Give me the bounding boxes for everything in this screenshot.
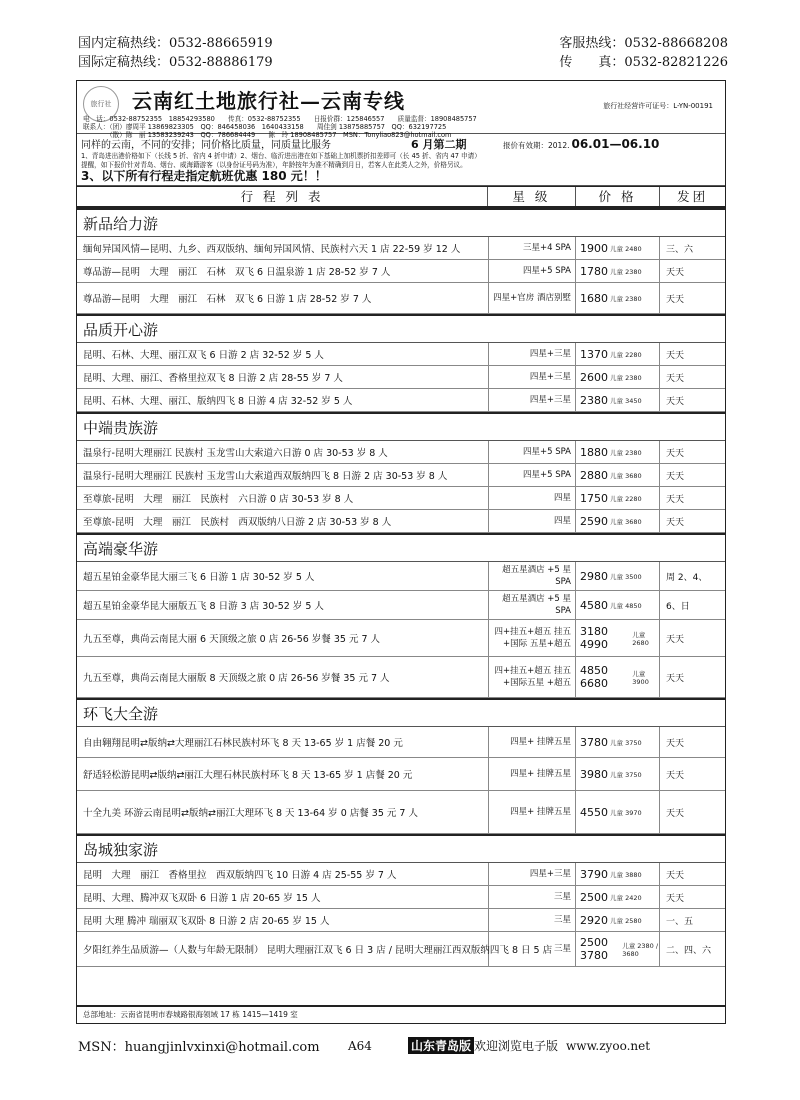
tour-price [576,591,660,619]
tour-star-text: 四星+三星 [529,869,571,879]
child-price: 儿童 3970 [610,808,642,817]
tour-name-text: 缅甸异国风情—昆明、九乡、西双版纳、缅甸异国风情、民族村六天 1 店 22-59 岁 12 人 [83,244,461,255]
tour-star [489,863,576,885]
edition-promo: 欢迎浏览电子版 [474,1039,559,1053]
tour-name-text: 昆明 大理 腾冲 瑞丽双飞双卧 8 日游 2 店 20-65 岁 15 人 [83,916,330,927]
tour-price [576,283,660,313]
header-price: 价 格 [576,187,661,206]
tour-row [77,620,725,657]
tour-depart [660,562,725,590]
msn-contact: MSN：huangjinlvxinxi@hotmail.com [78,1040,320,1055]
child-price: 儿童 3750 [610,770,642,779]
section-title: 岛城独家游 [77,834,725,863]
tour-price-text: 2500 [580,890,608,904]
tour-price-text: 2920 [580,913,608,927]
tour-price [576,487,660,509]
tour-star [489,487,576,509]
contact-block [83,115,721,139]
tour-price [576,464,660,486]
tour-star [489,464,576,486]
header-star: 星 级 [488,187,576,206]
tour-depart-text: 天天 [666,517,685,528]
child-price: 儿童 2280 [610,494,642,503]
tour-star-text: 三星+4 SPA [522,243,571,253]
tour-depart [660,909,725,931]
child-price: 儿童 2380 / 3680 [622,941,659,958]
tour-price [576,620,660,656]
tour-star-text: 四星+ 挂牌五星 [510,737,571,747]
tour-star-text: 三星 [553,915,571,925]
tour-price-text: 1900 [580,241,608,255]
tour-star-text: 四星 [553,516,571,526]
tour-star-text: 四星+ 挂牌五星 [510,769,571,779]
tour-star [489,591,576,619]
tour-name [77,441,489,463]
tour-price [576,791,660,833]
tour-name-text: 十全九美 环游云南昆明⇄版纳⇄丽江大理环飞 8 天 13-64 岁 0 店餐 35 元 7 人 [83,808,418,819]
child-price: 儿童 2280 [610,350,642,359]
tour-star-text: 四星+5 SPA [522,470,571,480]
child-price: 儿童 2380 [610,373,642,382]
tour-name [77,366,489,388]
tour-price-text: 2980 [580,569,608,583]
section-title: 品质开心游 [77,314,725,343]
table-header [77,187,725,208]
tour-depart [660,487,725,509]
tour-depart-text: 天天 [666,673,685,684]
tour-star [489,389,576,411]
tour-star-text: 四星+5 SPA [522,447,571,457]
tour-name [77,283,489,313]
tour-depart-text: 天天 [666,738,685,749]
child-price: 儿童 2680 [632,630,649,647]
child-price: 儿童 2380 [610,267,642,276]
tour-depart-text: 二、四、六 [666,945,712,956]
tour-price-text: 3790 [580,867,608,881]
tour-name [77,909,489,931]
tour-row [77,758,725,791]
tour-name-text: 至尊旅-昆明 大理 丽江 民族村 六日游 0 店 30-53 岁 8 人 [83,494,354,505]
tour-depart-text: 天天 [666,267,685,278]
tour-row [77,441,725,464]
tour-star-text: 三星 [553,892,571,902]
agency-name: 云南红土地旅行社—云南专线 [132,89,405,113]
child-price: 儿童 2380 [610,448,642,457]
tour-name-text: 尊品游—昆明 大理 丽江 石林 双飞 6 日温泉游 1 店 28-52 岁 7 人 [83,267,391,278]
valid-label: 报价有效期：2012. [503,141,570,150]
license-number: 旅行社经营许可证号：L-YN-00191 [603,102,713,110]
tour-price-text: 2880 [580,468,608,482]
info-block [77,134,725,186]
tour-name [77,886,489,908]
tour-depart [660,366,725,388]
tour-price-text: 2500 3780 [580,936,608,962]
contact-line: 联系人：（团）廖周平 13869823305 QQ：846458036 1640433158 周佳剑 13875885757 QQ：632197725 [83,123,447,131]
tour-name [77,562,489,590]
tour-depart-text: 周 2、4、 [666,572,708,583]
tour-price [576,366,660,388]
tour-price [576,237,660,259]
tour-row [77,727,725,758]
hotlines-block [78,34,728,72]
international-hotline: 国际定稿热线：0532-88886179 [78,55,273,70]
tour-row [77,510,725,533]
website-link[interactable]: www.zyoo.net [566,1038,651,1053]
tour-star-text: 四星+三星 [529,349,571,359]
tour-star-text: 四星 [553,493,571,503]
tour-name-text: 九五至尊，典尚云南昆大丽版 8 天顶级之旅 0 店 26-56 岁餐 35 元 7 人 [83,673,390,684]
tour-depart-text: 天天 [666,634,685,645]
header-depart: 发团 [677,189,709,204]
tour-depart [660,727,725,757]
tour-star [489,886,576,908]
section-title: 环飞大全游 [77,698,725,727]
tour-depart-text: 三、六 [666,244,694,255]
tour-depart-text: 天天 [666,471,685,482]
section-title: 高端豪华游 [77,533,725,562]
tour-price [576,343,660,365]
tour-star-text: 四+挂五+超五 挂五+国际 五星+超五 [494,627,571,649]
section-title: 新品给力游 [77,208,725,237]
child-price: 儿童 3450 [610,396,642,405]
tour-depart-text: 天天 [666,448,685,459]
tour-name-text: 昆明、大理、丽江、香格里拉双飞 8 日游 2 店 28-55 岁 7 人 [83,373,343,384]
tour-price-text: 1780 [580,264,608,278]
tour-name-text: 舒适轻松游昆明⇄版纳⇄丽江大理石林民族村环飞 8 天 13-65 岁 1 店餐 20 元 [83,770,413,781]
child-price: 儿童 2480 [610,244,642,253]
tour-depart [660,283,725,313]
tour-depart [660,389,725,411]
tour-price [576,758,660,790]
tour-price-text: 4850 6680 [580,664,608,690]
tour-price-text: 1680 [580,291,608,305]
tour-name [77,863,489,885]
tour-name [77,791,489,833]
tour-row [77,562,725,591]
tour-name-text: 尊品游—昆明 大理 丽江 石林 双飞 6 日游 1 店 28-52 岁 7 人 [83,294,372,305]
page-number: A64 [348,1038,372,1053]
tour-price [576,441,660,463]
tour-depart [660,620,725,656]
tour-depart-text: 6、日 [666,601,690,612]
footer-address: 总部地址：云南省昆明市春城路银海领域 17 栋 1415—1419 室 [77,1005,725,1023]
tour-row [77,932,725,967]
tour-row [77,487,725,510]
tour-name-text: 九五至尊，典尚云南昆大丽 6 天顶级之旅 0 店 26-56 岁餐 35 元 7 人 [83,634,381,645]
tour-name [77,237,489,259]
tour-row [77,863,725,886]
tour-name-text: 超五星铂金豪华昆大丽版五飞 8 日游 3 店 30-52 岁 5 人 [83,601,324,612]
tour-depart-text: 天天 [666,870,685,881]
tour-depart [660,441,725,463]
tour-price [576,510,660,532]
bottom-bar [78,1036,728,1055]
tour-depart [660,591,725,619]
child-price: 儿童 4850 [610,601,642,610]
tour-star [489,283,576,313]
tour-price-text: 1750 [580,491,608,505]
tour-price [576,562,660,590]
child-price: 儿童 2580 [610,916,642,925]
tour-star [489,909,576,931]
tour-price-text: 3780 [580,735,608,749]
tour-star-text: 四星+三星 [529,395,571,405]
tour-row [77,591,725,620]
tour-name-text: 夕阳红养生品质游—（人数与年龄无限制） 昆明大理丽江双飞 6 日 3 店 / 昆明大理丽江西双版纳四飞 8 日 5 店 [83,945,553,956]
child-price: 儿童 3880 [610,870,642,879]
tour-star [489,510,576,532]
tour-depart [660,510,725,532]
tour-star-text: 四星+官房 酒店别墅 [493,293,571,303]
price-sheet [76,80,726,1024]
tour-name [77,657,489,697]
tour-row [77,283,725,314]
tour-name [77,758,489,790]
note-line: 1、青岛进出港价格如下（长线 5 折、省内 4 折申请）2、烟台、临沂进出港在如下基础上加机票折扣差即可（长 45 折、省内 47 申请） [81,152,481,160]
tour-name [77,389,489,411]
tour-price [576,886,660,908]
contact-line: （散）陈 丽 13583239243 QQ：786684449 陈 玲 18908485757 MSN：Tonyliao823@hotmail.com [83,131,452,139]
tour-row [77,886,725,909]
tour-name [77,464,489,486]
tour-star-text: 四星+5 SPA [522,266,571,276]
tour-star [489,260,576,282]
tour-price [576,909,660,931]
tour-row [77,343,725,366]
tour-name-text: 超五星铂金豪华昆大丽三飞 6 日游 1 店 30-52 岁 5 人 [83,572,315,583]
tour-price-text: 3180 4990 [580,625,608,651]
issue-label: 6 月第二期 [411,138,467,151]
tour-row [77,909,725,932]
tour-name-text: 温泉行-昆明大理丽江 民族村 玉龙雪山大索道六日游 0 店 30-53 岁 8 人 [83,448,388,459]
tour-star-text: 四星+ 挂牌五星 [510,807,571,817]
tour-star-text: 三星 [553,944,571,954]
slogan: 同样的云南，不同的安排；同价格比质量，同质量比服务 [81,140,331,151]
tour-name [77,343,489,365]
tour-row [77,464,725,487]
tour-name [77,487,489,509]
tour-price [576,932,660,966]
tour-star-text: 四星+三星 [529,372,571,382]
tour-star [489,620,576,656]
tour-name-text: 昆明 大理 丽江 香格里拉 西双版纳四飞 10 日游 4 店 25-55 岁 7 人 [83,870,397,881]
tour-star [489,237,576,259]
tour-name-text: 昆明、石林、大理、丽江双飞 6 日游 2 店 32-52 岁 5 人 [83,350,324,361]
tour-price-text: 2380 [580,393,608,407]
tour-depart [660,260,725,282]
note-line: 提醒，如下报价针对青岛、烟台、威海籍游客（以身份证号码为准），年龄按年为准不精确到月日，若客人在此类人之外，价格另议。 [81,161,467,169]
tour-depart-text: 天天 [666,373,685,384]
tour-price [576,657,660,697]
tour-depart [660,886,725,908]
tour-depart [660,863,725,885]
tour-row [77,389,725,412]
tour-row [77,237,725,260]
child-price: 儿童 3900 [632,669,649,686]
child-price: 儿童 2380 [610,294,642,303]
contact-line: 电 话：0532-88752355 18854293580 传真：0532-88752355 日报价群：125846557 质量监督：18908485757 [83,115,477,123]
tour-star-text: 超五星酒店 +5 星 SPA [502,565,571,587]
agency-header [77,81,725,139]
valid-dates: 06.01—06.10 [571,137,660,151]
tour-star [489,791,576,833]
tour-price-text: 3980 [580,767,608,781]
tour-price-text: 4580 [580,598,608,612]
tour-star-text: 超五星酒店 +5 星 SPA [502,594,571,616]
tour-star [489,343,576,365]
tour-name [77,510,489,532]
fax-number: 传 真：0532-82821226 [559,55,728,70]
child-price: 儿童 3750 [610,738,642,747]
tour-price [576,260,660,282]
tour-depart [660,343,725,365]
tour-row [77,657,725,698]
tour-name [77,620,489,656]
tour-name-text: 昆明、大理、腾冲双飞双卧 6 日游 1 店 20-65 岁 15 人 [83,893,321,904]
edition-badge: 山东青岛版 [408,1037,474,1054]
tour-star [489,758,576,790]
tour-depart-text: 一、五 [666,916,694,927]
tour-star [489,366,576,388]
tour-price-text: 2600 [580,370,608,384]
tour-depart-text: 天天 [666,350,685,361]
tour-depart [660,237,725,259]
agency-logo-icon: 旅行社 [83,86,119,122]
tour-name-text: 昆明、石林、大理、丽江、版纳四飞 8 日游 4 店 32-52 岁 5 人 [83,396,353,407]
tour-depart-text: 天天 [666,494,685,505]
tour-price-text: 1370 [580,347,608,361]
tour-star [489,657,576,697]
tour-depart-text: 天天 [666,808,685,819]
tour-price [576,727,660,757]
tour-name [77,260,489,282]
flight-promo: 3、以下所有行程走指定航班优惠 180 元！！ [81,169,327,183]
tour-price-text: 2590 [580,514,608,528]
tour-name-text: 温泉行-昆明大理丽江 民族村 玉龙雪山大索道西双版纳四飞 8 日游 2 店 30-53 岁 8 人 [83,471,448,482]
tour-star [489,932,576,966]
child-price: 儿童 3680 [610,517,642,526]
tour-row [77,791,725,834]
tour-price [576,863,660,885]
tour-depart-text: 天天 [666,294,685,305]
child-price: 儿童 3680 [610,471,642,480]
tour-star [489,441,576,463]
tour-star [489,562,576,590]
tour-price-text: 4550 [580,805,608,819]
tour-price [576,389,660,411]
tour-name [77,932,553,966]
tour-depart-text: 天天 [666,396,685,407]
header-itinerary: 行 程 列 表 [77,187,488,206]
tour-depart [660,932,725,966]
tour-row [77,366,725,389]
tour-table [77,186,725,967]
tour-name [77,591,489,619]
tour-star-text: 四+挂五+超五 挂五+国际五星 +超五 [494,666,571,688]
tour-depart-text: 天天 [666,770,685,781]
child-price: 儿童 2420 [610,893,642,902]
tour-depart [660,758,725,790]
tour-depart [660,464,725,486]
section-title: 中端贵族游 [77,412,725,441]
tour-name-text: 自由翱翔昆明⇄版纳⇄大理丽江石林民族村环飞 8 天 13-65 岁 1 店餐 20 元 [83,738,403,749]
tour-row [77,260,725,283]
service-hotline: 客服热线：0532-88668208 [559,36,728,51]
tour-depart-text: 天天 [666,893,685,904]
domestic-hotline: 国内定稿热线：0532-88665919 [78,36,273,51]
tour-name [77,727,489,757]
child-price: 儿童 3500 [610,572,642,581]
tour-star [489,727,576,757]
tour-depart [660,657,725,697]
tour-name-text: 至尊旅-昆明 大理 丽江 民族村 西双版纳八日游 2 店 30-53 岁 8 人 [83,517,392,528]
tour-price-text: 1880 [580,445,608,459]
tour-depart [660,791,725,833]
